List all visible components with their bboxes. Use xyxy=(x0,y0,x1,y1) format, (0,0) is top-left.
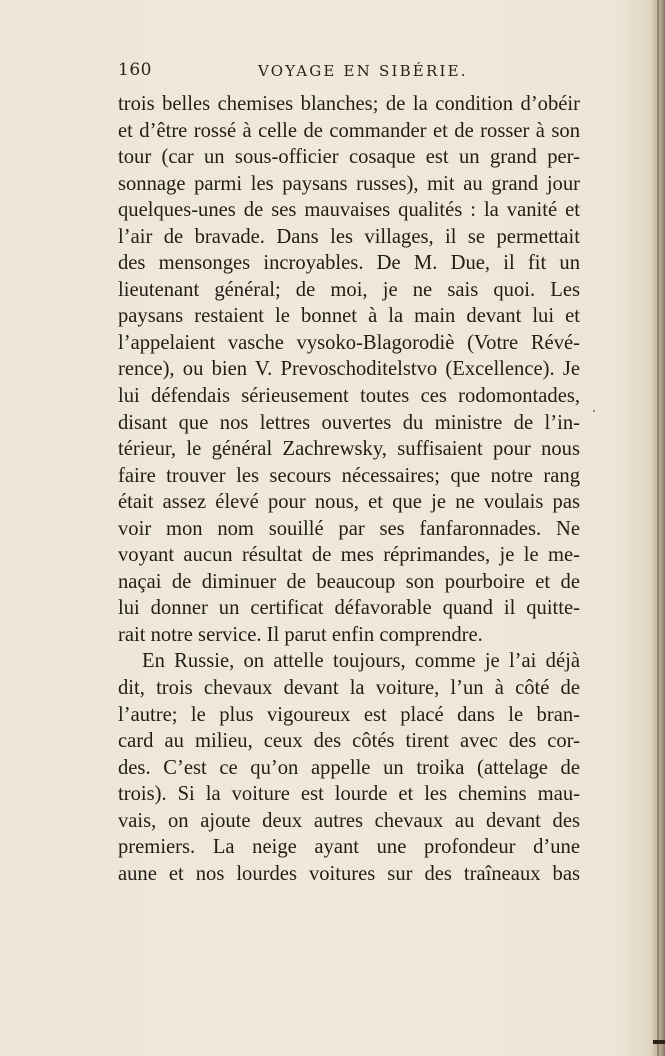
text-line: aune et nos lourdes voitures sur des traîneaux bas xyxy=(118,862,580,885)
text-line: rence), ou bien V. Prevoschoditelstvo (Excellence). Je xyxy=(118,358,580,381)
text-line: naçai de diminuer de beaucoup son pourboire et de xyxy=(118,570,580,593)
text-line: l’appelaient vasche vysoko-Blagorodiè (Votre Révé- xyxy=(118,331,580,354)
text-line: était assez élevé pour nous, et que je ne voulais pas xyxy=(118,491,580,514)
text-line: En Russie, on attelle toujours, comme je l’ai déjà xyxy=(142,650,580,673)
text-line: rait notre service. Il parut enfin comprendre. xyxy=(118,623,483,646)
text-line: et d’être rossé à celle de commander et de rosser à son xyxy=(118,119,580,142)
text-line: disant que nos lettres ouvertes du ministre de l’in- xyxy=(118,411,580,434)
text-line: des. C’est ce qu’on appelle un troika (attelage de xyxy=(118,756,580,779)
text-line: l’air de bravade. Dans les villages, il se permettait xyxy=(118,225,580,248)
text-line: tour (car un sous-officier cosaque est un grand per- xyxy=(118,146,580,169)
text-line: lui donner un certificat défavorable quand il quitte- xyxy=(118,597,580,620)
text-line: trois). Si la voiture est lourde et les chemins mau- xyxy=(118,783,580,806)
text-line: sonnage parmi les paysans russes), mit au grand jour xyxy=(118,172,580,195)
paper-speck xyxy=(593,410,595,412)
text-line: paysans restaient le bonnet à la main devant lui et xyxy=(118,305,580,328)
text-line: quelques-unes de ses mauvaises qualités : la vanité et xyxy=(118,199,580,222)
text-line: l’autre; le plus vigoureux est placé dans le bran- xyxy=(118,703,580,726)
text-line: card au milieu, ceux des côtés tirent avec des cor- xyxy=(118,730,580,753)
text-line: trois belles chemises blanches; de la condition d’obéir xyxy=(118,93,580,115)
text-line: premiers. La neige ayant une profondeur d’une xyxy=(118,836,580,859)
text-line: voir mon nom souillé par ses fanfaronnades. Ne xyxy=(118,517,580,540)
text-line: lui défendais sérieusement toutes ces rodomontades, xyxy=(118,385,580,408)
text-line: lieutenant général; de moi, je ne sais quoi. Les xyxy=(118,278,580,301)
text-line: térieur, le général Zachrewsky, suffisaient pour nous xyxy=(118,438,580,461)
text-line: vais, on ajoute deux autres chevaux au devant des xyxy=(118,809,580,832)
text-line: des mensonges incroyables. De M. Due, il fit un xyxy=(118,252,580,275)
page-corner-mark xyxy=(653,1040,665,1044)
body-text xyxy=(118,91,580,887)
page-number: 160 xyxy=(118,60,152,80)
page-edge-line xyxy=(657,0,659,1056)
running-title: VOYAGE EN SIBÉRIE. xyxy=(258,62,468,80)
text-line: dit, trois chevaux devant la voiture, l’un à côté de xyxy=(118,677,580,700)
text-line: faire trouver les secours nécessaires; que notre rang xyxy=(118,464,580,487)
page-header xyxy=(118,60,578,84)
text-line: voyant aucun résultat de mes réprimandes, je le me- xyxy=(118,544,580,567)
